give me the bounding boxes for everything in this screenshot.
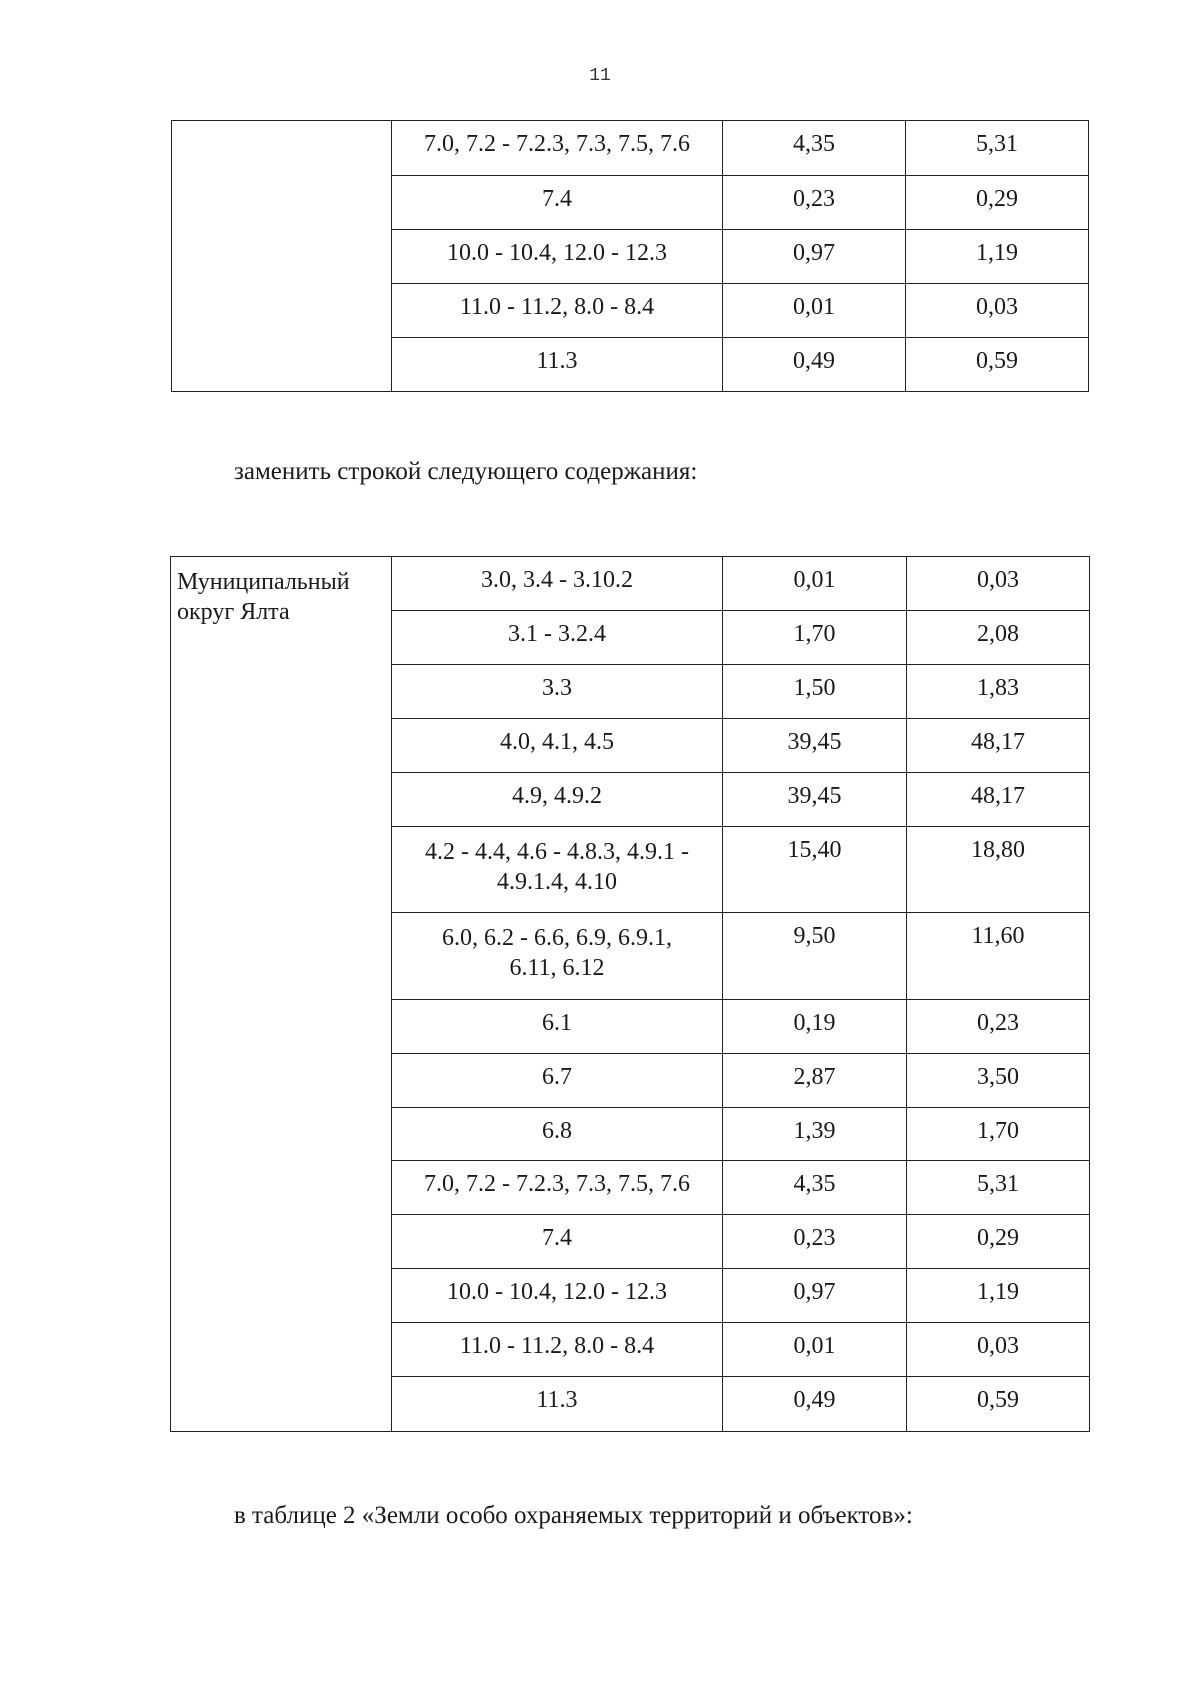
value-cell: 0,29 bbox=[906, 176, 1089, 230]
value-cell: 1,50 bbox=[723, 665, 907, 719]
codes-cell: 11.0 - 11.2, 8.0 - 8.4 bbox=[392, 1323, 723, 1377]
replace-instruction: заменить строкой следующего содержания: bbox=[234, 458, 698, 485]
value-cell: 1,70 bbox=[907, 1108, 1090, 1161]
codes-cell bbox=[392, 913, 723, 1000]
codes-cell: 6.1 bbox=[392, 1000, 723, 1054]
value-cell: 0,03 bbox=[906, 284, 1089, 338]
value-cell: 15,40 bbox=[723, 827, 907, 913]
table-row bbox=[171, 557, 1090, 611]
value-cell: 1,19 bbox=[907, 1269, 1090, 1323]
codes-cell: 11.0 - 11.2, 8.0 - 8.4 bbox=[392, 284, 723, 338]
value-cell: 0,97 bbox=[723, 230, 906, 284]
codes-cell: 3.1 - 3.2.4 bbox=[392, 611, 723, 665]
codes-line: 4.9.1.4, 4.10 bbox=[497, 869, 617, 895]
value-cell: 0,01 bbox=[723, 284, 906, 338]
value-cell: 4,35 bbox=[723, 1161, 907, 1215]
value-cell: 1,39 bbox=[723, 1108, 907, 1161]
value-cell: 18,80 bbox=[907, 827, 1090, 913]
main-table bbox=[170, 556, 1090, 1432]
codes-cell: 11.3 bbox=[392, 338, 723, 392]
value-cell: 0,97 bbox=[723, 1269, 907, 1323]
value-cell: 5,31 bbox=[906, 121, 1089, 176]
value-cell: 1,83 bbox=[907, 665, 1090, 719]
value-cell: 0,49 bbox=[723, 338, 906, 392]
value-cell: 0,23 bbox=[907, 1000, 1090, 1054]
area-cell-empty bbox=[172, 121, 392, 392]
value-cell: 0,59 bbox=[907, 1377, 1090, 1432]
codes-cell: 7.4 bbox=[392, 176, 723, 230]
codes-cell bbox=[392, 827, 723, 913]
value-cell: 0,01 bbox=[723, 557, 907, 611]
value-cell: 5,31 bbox=[907, 1161, 1090, 1215]
value-cell: 0,29 bbox=[907, 1215, 1090, 1269]
value-cell: 11,60 bbox=[907, 913, 1090, 1000]
value-cell: 0,59 bbox=[906, 338, 1089, 392]
value-cell: 1,70 bbox=[723, 611, 907, 665]
value-cell: 0,01 bbox=[723, 1323, 907, 1377]
codes-cell: 7.0, 7.2 - 7.2.3, 7.3, 7.5, 7.6 bbox=[392, 1161, 723, 1215]
codes-cell: 10.0 - 10.4, 12.0 - 12.3 bbox=[392, 230, 723, 284]
area-cell: Муниципальный округ Ялта bbox=[171, 557, 392, 1432]
value-cell: 2,87 bbox=[723, 1054, 907, 1108]
value-cell: 9,50 bbox=[723, 913, 907, 1000]
codes-cell: 4.0, 4.1, 4.5 bbox=[392, 719, 723, 773]
value-cell: 0,03 bbox=[907, 557, 1090, 611]
value-cell: 48,17 bbox=[907, 719, 1090, 773]
value-cell: 0,23 bbox=[723, 1215, 907, 1269]
value-cell: 1,19 bbox=[906, 230, 1089, 284]
page-number: 11 bbox=[589, 66, 611, 86]
codes-cell: 6.8 bbox=[392, 1108, 723, 1161]
value-cell: 4,35 bbox=[723, 121, 906, 176]
codes-cell: 11.3 bbox=[392, 1377, 723, 1432]
codes-cell: 7.0, 7.2 - 7.2.3, 7.3, 7.5, 7.6 bbox=[392, 121, 723, 176]
codes-cell: 6.7 bbox=[392, 1054, 723, 1108]
table2-heading: в таблице 2 «Земли особо охраняемых территорий и объектов»: bbox=[234, 1502, 913, 1529]
table-row bbox=[172, 121, 1089, 176]
value-cell: 2,08 bbox=[907, 611, 1090, 665]
codes-line: 6.0, 6.2 - 6.6, 6.9, 6.9.1, bbox=[442, 925, 672, 951]
value-cell: 3,50 bbox=[907, 1054, 1090, 1108]
codes-line: 4.2 - 4.4, 4.6 - 4.8.3, 4.9.1 - bbox=[425, 839, 689, 865]
codes-cell: 3.0, 3.4 - 3.10.2 bbox=[392, 557, 723, 611]
codes-cell: 10.0 - 10.4, 12.0 - 12.3 bbox=[392, 1269, 723, 1323]
codes-line: 6.11, 6.12 bbox=[509, 955, 605, 981]
value-cell: 39,45 bbox=[723, 719, 907, 773]
value-cell: 0,19 bbox=[723, 1000, 907, 1054]
value-cell: 39,45 bbox=[723, 773, 907, 827]
codes-cell: 4.9, 4.9.2 bbox=[392, 773, 723, 827]
value-cell: 0,23 bbox=[723, 176, 906, 230]
value-cell: 48,17 bbox=[907, 773, 1090, 827]
codes-cell: 3.3 bbox=[392, 665, 723, 719]
value-cell: 0,49 bbox=[723, 1377, 907, 1432]
value-cell: 0,03 bbox=[907, 1323, 1090, 1377]
codes-cell: 7.4 bbox=[392, 1215, 723, 1269]
top-table bbox=[171, 120, 1089, 392]
